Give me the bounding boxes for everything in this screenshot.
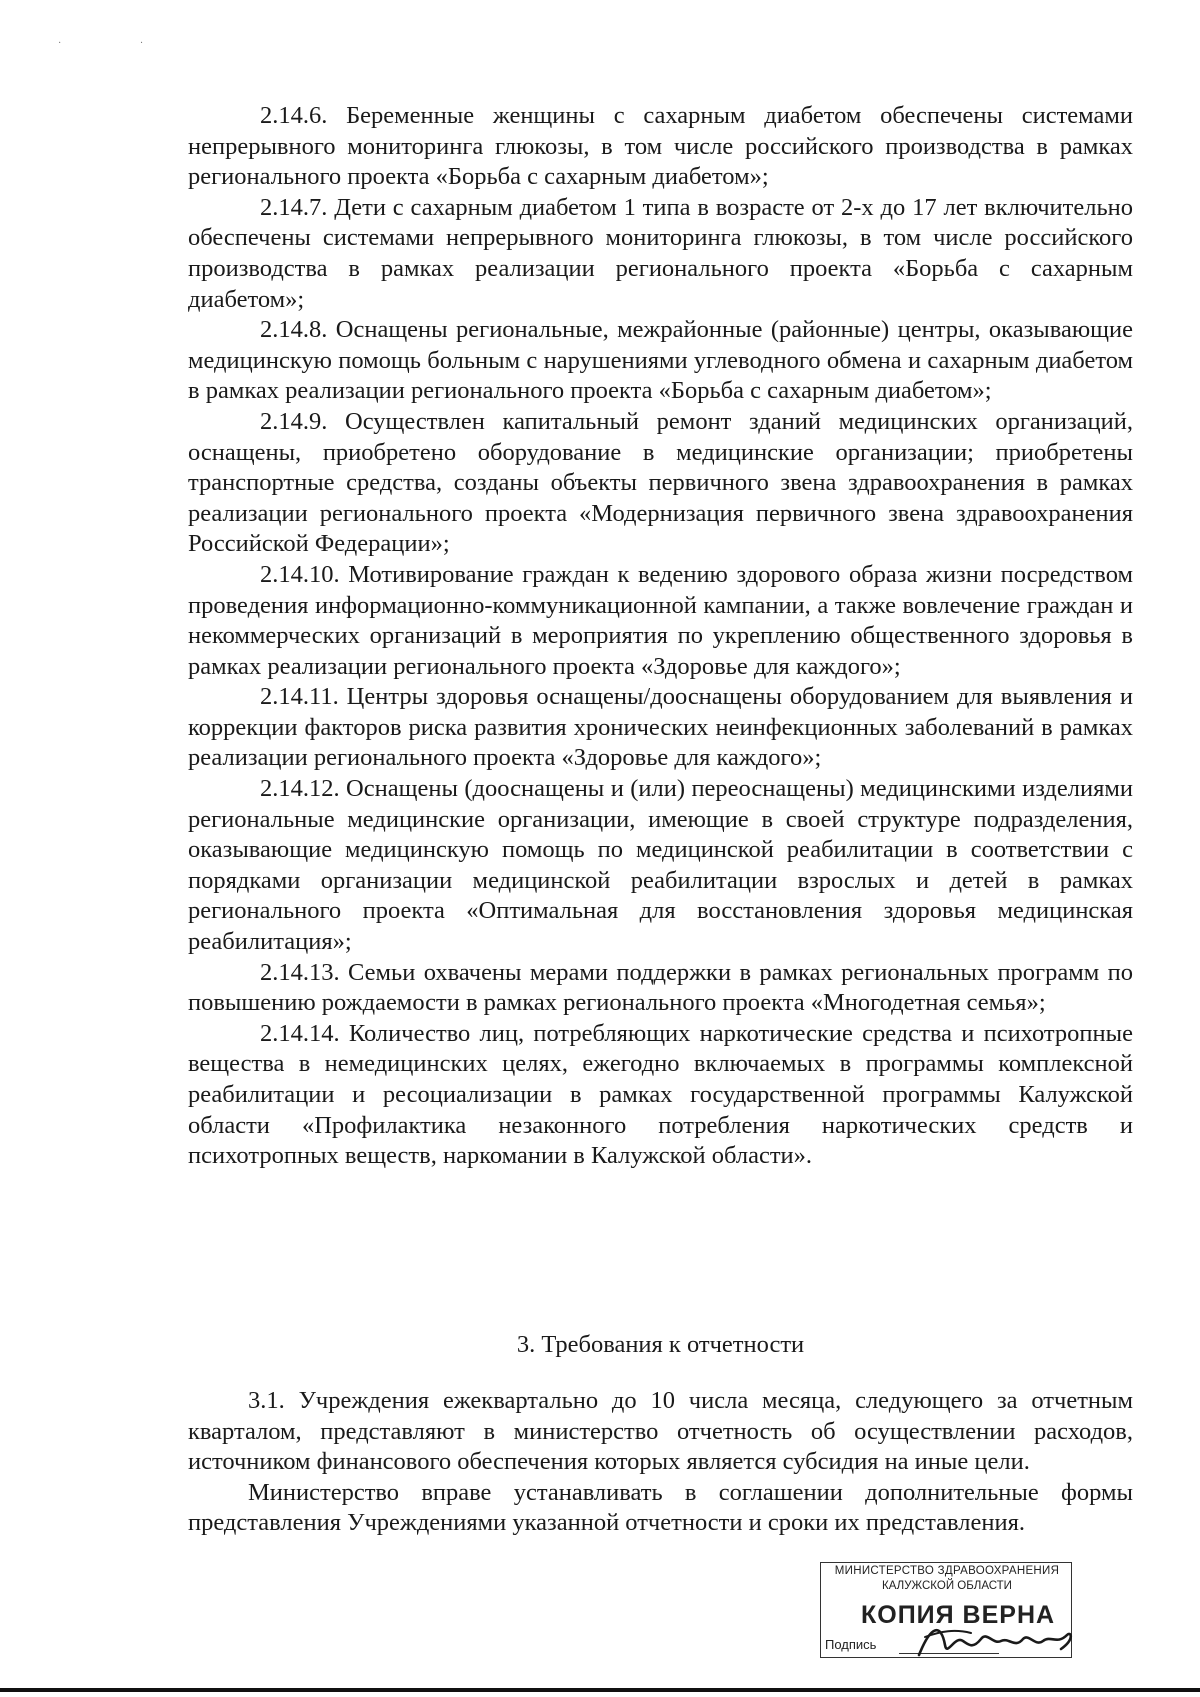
section-3-body — [188, 1386, 1133, 1539]
scan-bottom-edge — [0, 1688, 1200, 1692]
scan-specks: · · — [58, 38, 182, 49]
stamp-signature-label: Подпись — [825, 1637, 877, 1652]
stamp-copy-certified: КОПИЯ ВЕРНА — [861, 1601, 1056, 1629]
paragraph-2-14-14: 2.14.14. Количество лиц, потребляющих наркотические средства и психотропные вещества в немедицинских целях, ежегодно включаемых в программы комплексной реабилитации и ресоциализации в рамках государственной программы Калужской области «Профилактика незаконного потребления наркотических средств и психотропных веществ, наркомании в Калужской области». — [188, 1019, 1133, 1170]
section-2-14-items — [188, 101, 1133, 1172]
certification-stamp — [820, 1562, 1072, 1658]
stamp-ministry-line: МИНИСТЕРСТВО ЗДРАВООХРАНЕНИЯ — [834, 1565, 1060, 1577]
paragraph-2-14-7: 2.14.7. Дети с сахарным диабетом 1 типа в возрасте от 2-х до 17 лет включительно обеспечены системами непрерывного мониторинга глюкозы, в том числе российского производства в рамках реализации регионального проекта «Борьба с сахарным диабетом»; — [188, 193, 1133, 313]
paragraph-2-14-13: 2.14.13. Семьи охвачены мерами поддержки в рамках региональных программ по повышению рождаемости в рамках регионального проекта «Многодетная семья»; — [188, 958, 1133, 1017]
paragraph-2-14-8: 2.14.8. Оснащены региональные, межрайонные (районные) центры, оказывающие медицинскую помощь больным с нарушениями углеводного обмена и сахарным диабетом в рамках реализации регионального проекта «Борьба с сахарным диабетом»; — [188, 316, 1133, 405]
paragraph-2-14-6: 2.14.6. Беременные женщины с сахарным диабетом обеспечены системами непрерывного мониторинга глюкозы, в том числе российского производства в рамках регионального проекта «Борьба с сахарным диабетом»; — [188, 102, 1133, 191]
paragraph-3-1: 3.1. Учреждения ежеквартально до 10 числа месяца, следующего за отчетным кварталом, представляют в министерство отчетность об осуществлении расходов, источником финансового обеспечения которых является субсидия на иные цели. — [188, 1387, 1133, 1476]
paragraph-3-ministry: Министерство вправе устанавливать в соглашении дополнительные формы представления Учреждениями указанной отчетности и сроки их представления. — [188, 1478, 1133, 1537]
paragraph-2-14-10: 2.14.10. Мотивирование граждан к ведению здорового образа жизни посредством проведения информационно-коммуникационной кампании, а также вовлечение граждан и некоммерческих организаций в мероприятия по укреплению общественного здоровья в рамках реализации регионального проекта «Здоровье для каждого»; — [188, 560, 1133, 680]
section-3-heading: 3. Требования к отчетности — [516, 1331, 805, 1358]
stamp-region-line: КАЛУЖСКОЙ ОБЛАСТИ — [882, 1580, 1012, 1592]
paragraph-2-14-11: 2.14.11. Центры здоровья оснащены/дооснащены оборудованием для выявления и коррекции факторов риска развития хронических неинфекционных заболеваний в рамках реализации регионального проекта «Здоровье для каждого»; — [188, 683, 1133, 772]
paragraph-2-14-9: 2.14.9. Осуществлен капитальный ремонт зданий медицинских организаций, оснащены, приобретено оборудование в медицинские организации; приобретены транспортные средства, созданы объекты первичного звена здравоохранения в рамках реализации регионального проекта «Модернизация первичного звена здравоохранения Российской Федерации»; — [188, 407, 1133, 558]
paragraph-2-14-12: 2.14.12. Оснащены (дооснащены и (или) переоснащены) медицинскими изделиями региональные медицинские организации, имеющие в своей структуре подразделения, оказывающие медицинскую помощь по медицинской реабилитации в соответствии с порядками организации медицинской реабилитации взрослых и детей в рамках регионального проекта «Оптимальная для восстановления здоровья медицинская реабилитация»; — [188, 775, 1133, 956]
handwritten-signature — [911, 1615, 1081, 1663]
